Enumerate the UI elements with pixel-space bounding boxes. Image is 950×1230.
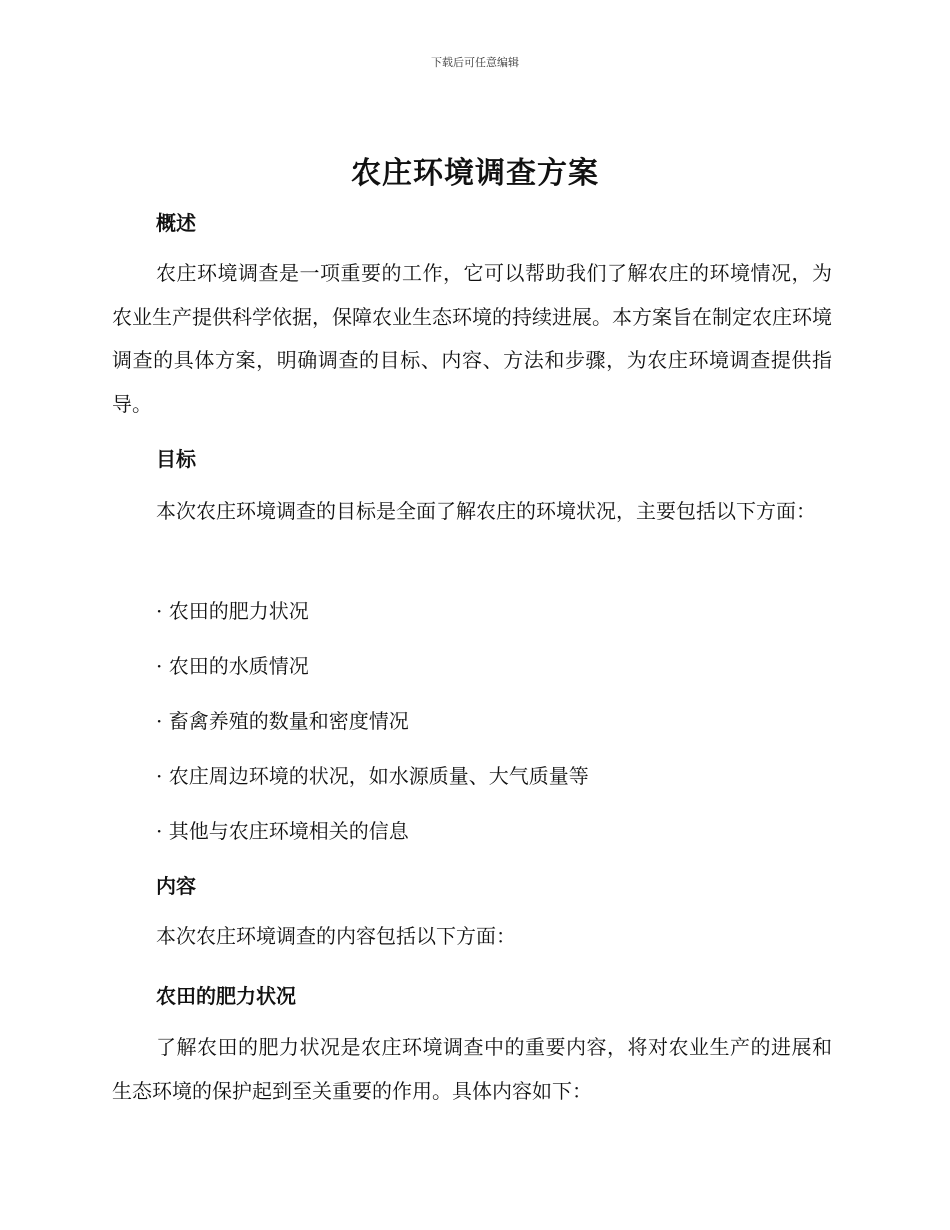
paragraph-content: 本次农庄环境调查的内容包括以下方面： bbox=[156, 924, 516, 948]
bullet-item: · 农田的水质情况 bbox=[156, 654, 309, 678]
paragraph-fertility: 了解农田的肥力状况是农庄环境调查中的重要内容，将对农业生产的进展和生态环境的保护起到至关重要的作用。具体内容如下： bbox=[112, 1035, 832, 1103]
bullet-item: · 畜禽养殖的数量和密度情况 bbox=[156, 709, 409, 733]
section-heading-fertility: 农田的肥力状况 bbox=[156, 984, 296, 1008]
section-heading-content: 内容 bbox=[156, 874, 196, 898]
header-note: 下载后可任意编辑 bbox=[431, 56, 519, 69]
paragraph-overview: 农庄环境调查是一项重要的工作，它可以帮助我们了解农庄的环境情况，为农业生产提供科学依据，保障农业生态环境的持续进展。本方案旨在制定农庄环境调查的具体方案，明确调查的目标、内容、方法和步骤，为农庄环境调查提供指导。 bbox=[112, 261, 832, 416]
section-heading-overview: 概述 bbox=[156, 211, 196, 235]
bullet-item: · 其他与农庄环境相关的信息 bbox=[156, 819, 409, 843]
bullet-item: · 农田的肥力状况 bbox=[156, 599, 309, 623]
bullet-item: · 农庄周边环境的状况，如水源质量、大气质量等 bbox=[156, 764, 589, 788]
section-heading-goal: 目标 bbox=[156, 447, 196, 471]
paragraph-goal: 本次农庄环境调查的目标是全面了解农庄的环境状况，主要包括以下方面： bbox=[156, 499, 816, 523]
document-title: 农庄环境调查方案 bbox=[351, 156, 599, 191]
